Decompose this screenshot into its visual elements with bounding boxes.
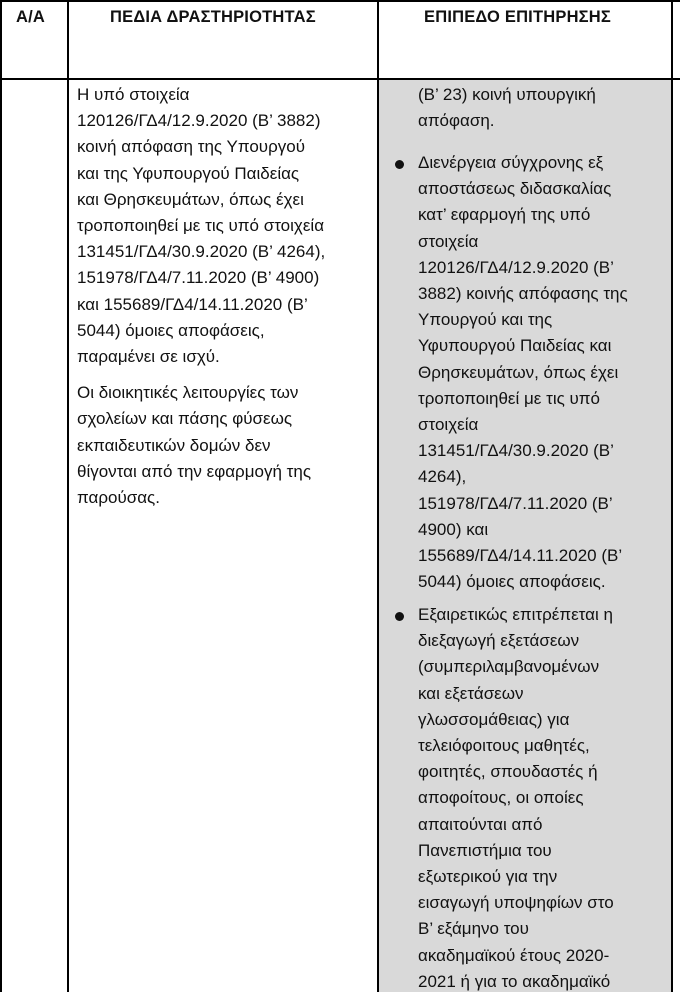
text-line: 2021 ή για το ακαδημαϊκό — [418, 971, 611, 991]
text-line: και εξετάσεων — [418, 683, 524, 703]
text-line: εκπαιδευτικών δομών δεν — [77, 435, 271, 455]
text-line: παρούσας. — [77, 488, 160, 508]
level-bullet-1-text — [418, 150, 628, 595]
text-line: απόφαση. — [418, 111, 495, 131]
text-line: 5044) όμοιες αποφάσεις. — [418, 572, 606, 592]
header-fields-of-activity: ΠΕΔΙΑ ΔΡΑΣΤΗΡΙΟΤΗΤΑΣ — [110, 8, 316, 26]
text-line: 151978/ΓΔ4/7.11.2020 (Β’ 4900) — [77, 268, 320, 288]
text-line: Οι διοικητικές λειτουργίες των — [77, 383, 299, 403]
text-line: 120126/ΓΔ4/12.9.2020 (Β’ 3882) — [77, 111, 321, 131]
text-line: Διενέργεια σύγχρονης εξ — [418, 153, 604, 172]
text-line: 131451/ΓΔ4/30.9.2020 (Β’ 4264), — [77, 242, 326, 262]
text-line: 5044) όμοιες αποφάσεις, — [77, 320, 265, 340]
text-line: εξωτερικού για την — [418, 867, 558, 887]
bullet-2-marker — [395, 612, 404, 621]
text-line: 4264), — [418, 467, 467, 487]
text-line: αποφοίτους, οι οποίες — [418, 788, 584, 808]
text-line: κοινή απόφαση της Υπουργού — [77, 137, 306, 157]
column-divider-3 — [671, 2, 673, 992]
header-row-divider — [0, 78, 680, 80]
text-line: (Β’ 23) κοινή υπουργική — [418, 85, 596, 104]
text-line: Η υπό στοιχεία — [77, 85, 190, 104]
header-aa: Α/Α — [16, 8, 46, 26]
text-line: γλωσσομάθειας) για — [418, 709, 570, 729]
text-line: στοιχεία — [418, 415, 479, 435]
column-divider-1 — [67, 2, 69, 992]
column-divider-2 — [377, 2, 379, 992]
text-line: 151978/ΓΔ4/7.11.2020 (Β’ — [418, 493, 613, 513]
text-line: Υπουργού και της — [418, 310, 553, 330]
text-line: ακαδημαϊκού έτους 2020- — [418, 945, 610, 965]
table-border-left — [0, 2, 2, 992]
text-line: 120126/ΓΔ4/12.9.2020 (Β’ — [418, 257, 614, 277]
text-line: και Θρησκευμάτων, όπως έχει — [77, 189, 304, 209]
text-line: φοιτητές, σπουδαστές ή — [418, 762, 598, 782]
text-line: απαιτούνται από — [418, 814, 543, 834]
text-line: θίγονται από την εφαρμογή της — [77, 461, 312, 481]
text-line: Πανεπιστήμια του — [418, 840, 552, 860]
text-line: στοιχεία — [418, 231, 479, 251]
text-line: (συμπεριλαμβανομένων — [418, 657, 600, 677]
text-line: σχολείων και πάσης φύσεως — [77, 409, 293, 429]
header-supervision-level: ΕΠΙΠΕΔΟ ΕΠΙΤΗΡΗΣΗΣ — [424, 8, 612, 26]
text-line: 3882) κοινής απόφασης της — [418, 284, 628, 304]
text-line: τελειόφοιτους μαθητές, — [418, 736, 590, 756]
text-line: Θρησκευμάτων, όπως έχει — [418, 362, 619, 382]
text-line: τροποποιηθεί με τις υπό στοιχεία — [77, 216, 325, 236]
text-line: και της Υφυπουργού Παιδείας — [77, 163, 300, 183]
level-continuation-text — [418, 82, 596, 134]
text-line: Β’ εξάμηνο του — [418, 919, 529, 939]
text-line: Εξαιρετικώς επιτρέπεται η — [418, 605, 613, 624]
text-line: τροποποιηθεί με τις υπό — [418, 388, 600, 408]
text-line: 131451/ΓΔ4/30.9.2020 (Β’ — [418, 441, 614, 461]
text-line: και 155689/ΓΔ4/14.11.2020 (Β’ — [77, 294, 308, 314]
text-line: Υφυπουργού Παιδείας και — [418, 336, 612, 356]
text-line: 4900) και — [418, 519, 489, 539]
text-line: κατ’ εφαρμογή της υπό — [418, 205, 591, 225]
level-bullet-2-text — [418, 602, 614, 995]
text-line: αποστάσεως διδασκαλίας — [418, 179, 612, 199]
text-line: εισαγωγή υποψηφίων στο — [418, 893, 614, 913]
text-line: διεξαγωγή εξετάσεων — [418, 631, 580, 651]
fields-cell-text — [77, 82, 325, 511]
text-line: 155689/ΓΔ4/14.11.2020 (Β’ — [418, 546, 623, 566]
text-line: παραμένει σε ισχύ. — [77, 347, 220, 367]
bullet-1-marker — [395, 160, 404, 169]
